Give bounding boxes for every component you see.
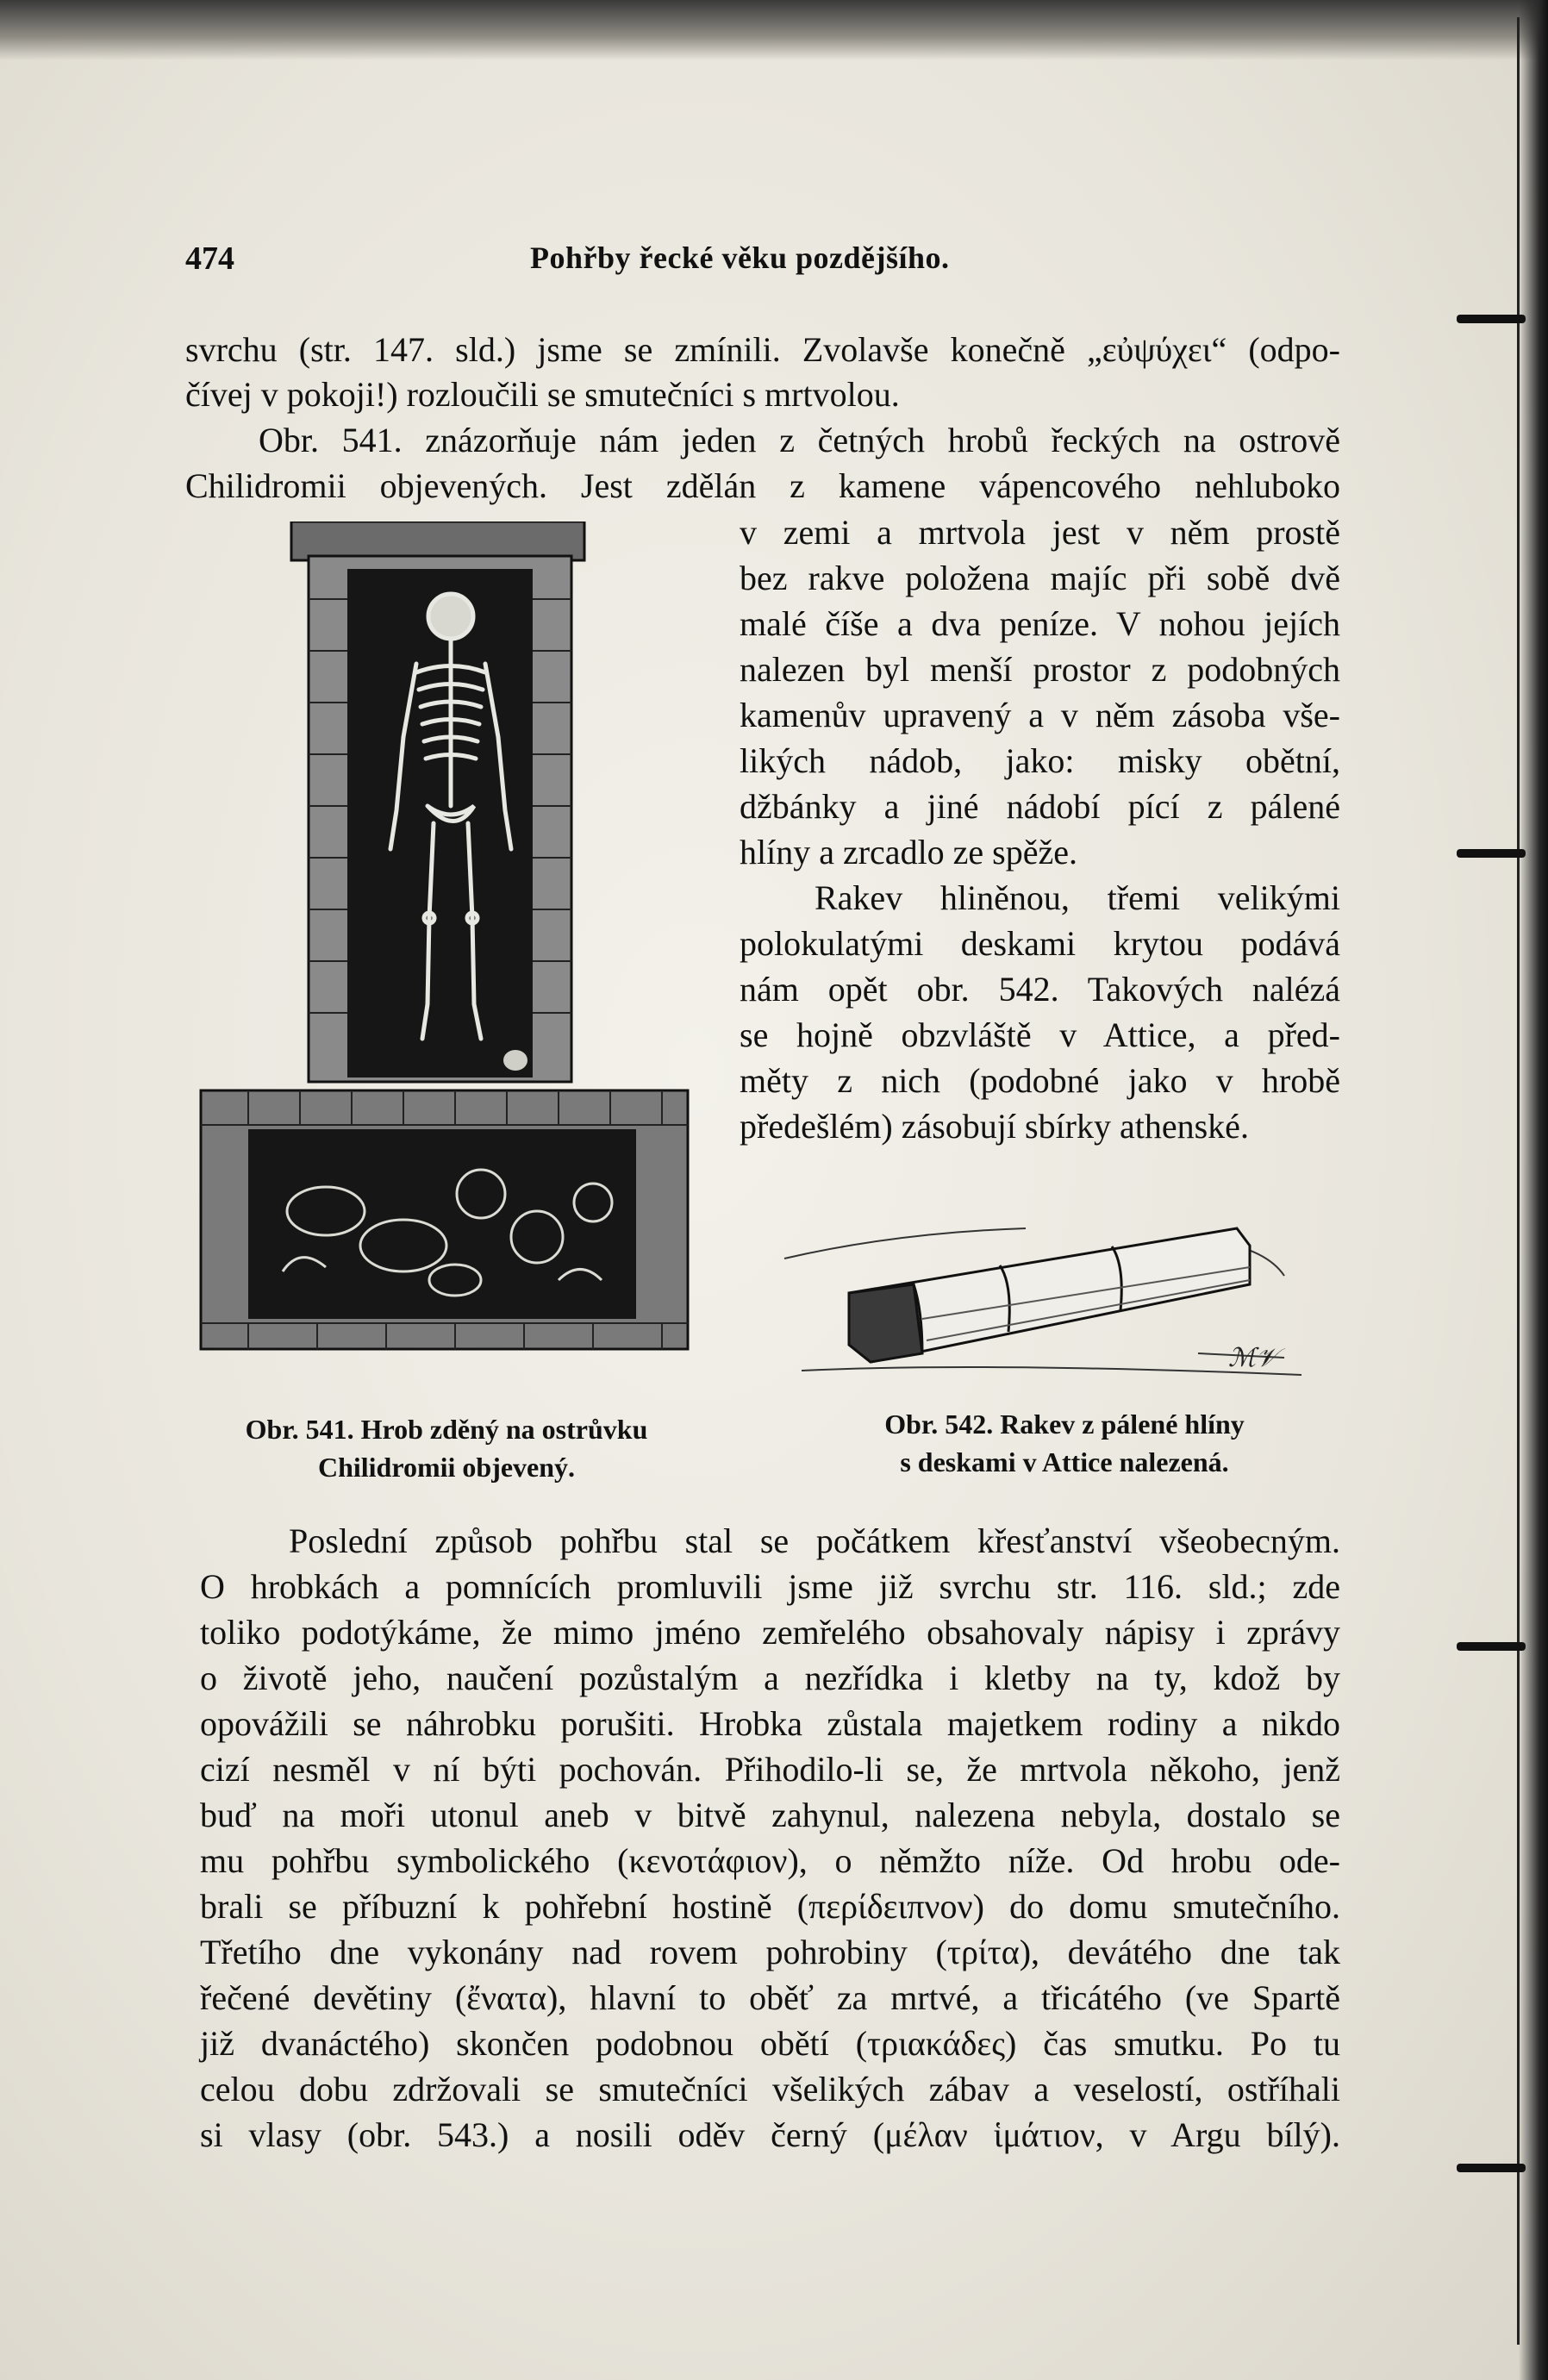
caption-line: Chilidromii objevený. <box>317 1452 576 1483</box>
text-line: likých nádob, jako: misky obětní, <box>740 741 1340 780</box>
scan-right-edge <box>1519 0 1548 2380</box>
caption-line: s deskami v Attice nalezená. <box>900 1446 1229 1477</box>
text-line: celou dobu zdržovali se smutečníci všelikých zábav a veselostí, ostříhali <box>200 2070 1340 2108</box>
figure-541-grave-illustration <box>197 522 696 1401</box>
text-line: měty z nich (podobné jako v hrobě <box>740 1061 1340 1100</box>
text-line: Obr. 541. znázorňuje nám jeden z četných hrobů řeckých na ostrově <box>259 421 1340 459</box>
text-line: o životě jeho, naučení pozůstalým a nezřídka i kletby na ty, kdož by <box>200 1659 1340 1697</box>
running-title: Pohřby řecké věku pozdějšího. <box>530 240 950 275</box>
text-line: řečené devětiny (ἔνατα), hlavní to oběť za mrtvé, a třicátého (ve Spartě <box>200 1978 1340 2017</box>
text-line: Poslední způsob pohřbu stal se počátkem křesťanství všeobecným. <box>289 1521 1340 1560</box>
text-line: hlíny a zrcadlo ze spěže. <box>740 833 1078 871</box>
text-line: džbánky a jiné nádobí pící z pálené <box>740 787 1340 826</box>
page-header <box>185 240 1358 283</box>
text-line: malé číše a dva peníze. V nohou jejích <box>740 604 1340 643</box>
text-line: O hrobkách a pomnících promluvili jsme již svrchu str. 116. sld.; zde <box>200 1567 1340 1606</box>
text-line: předešlém) zásobují sbírky athenské. <box>740 1107 1249 1146</box>
text-line: Rakev hliněnou, třemi velikými <box>815 878 1340 917</box>
text-line: cizí nesměl v ní býti pochován. Přihodilo-li se, že mrtvola někoho, jenž <box>200 1750 1340 1789</box>
edge-mark <box>1457 1642 1526 1651</box>
caption-line: Obr. 542. Rakev z pálené hlíny <box>884 1409 1245 1440</box>
figure-542-caption <box>823 1405 1306 1481</box>
text-line: se hojně obzvláště v Attice, a před- <box>740 1015 1340 1054</box>
text-line: nám opět obr. 542. Takových nalézá <box>740 970 1340 1009</box>
text-line: čívej v pokoji!) rozloučili se smutečníci s mrtvolou. <box>185 375 900 414</box>
text-line: si vlasy (obr. 543.) a nosili oděv černý (μέλαν ἱμάτιον, v Argu bílý). <box>200 2115 1340 2154</box>
text-line: v zemi a mrtvola jest v něm prostě <box>740 513 1340 552</box>
edge-mark <box>1457 849 1526 858</box>
page-number: 474 <box>185 240 234 277</box>
text-line: opovážili se náhrobku porušiti. Hrobka zůstala majetkem rodiny a nikdo <box>200 1704 1340 1743</box>
text-line: toliko podotýkáme, že mimo jméno zemřelého obsahovaly nápisy i zprávy <box>200 1613 1340 1652</box>
text-line: již dvanáctého) skončen podobnou obětí (τριακάδες) čas smutku. Po tu <box>200 2024 1340 2063</box>
text-line: buď na moři utonul aneb v bitvě zahynul, nalezena nebyla, dostalo se <box>200 1796 1340 1834</box>
text-line: bez rakve položena majíc při sobě dvě <box>740 559 1340 597</box>
text-line: brali se příbuzní k pohřební hostině (περίδειπνον) do domu smutečního. <box>200 1887 1340 1926</box>
text-line: svrchu (str. 147. sld.) jsme se zmínili. Zvolavše konečně „εὐψύχει“ (odpo- <box>185 330 1340 369</box>
figure-541-caption <box>197 1410 696 1486</box>
text-line: Chilidromii objevených. Jest zdělán z kamene vápencového nehluboko <box>185 466 1340 505</box>
text-line: kamenův upravený a v něm zásoba vše- <box>740 696 1340 734</box>
edge-mark <box>1457 315 1526 323</box>
caption-line: Obr. 541. Hrob zděný na ostrůvku <box>245 1414 648 1445</box>
scan-top-shadow <box>0 0 1548 60</box>
edge-mark <box>1457 2164 1526 2172</box>
figure-542-coffin-illustration <box>767 1190 1319 1388</box>
text-line: Třetího dne vykonány nad rovem pohrobiny (τρίτα), devátého dne tak <box>200 1933 1340 1971</box>
text-line: mu pohřbu symbolického (κενοτάφιον), o němžto níže. Od hrobu ode- <box>200 1841 1340 1880</box>
text-line: nalezen byl menší prostor z podobných <box>740 650 1340 689</box>
text-line: polokulatými deskami krytou podává <box>740 924 1340 963</box>
scan-edge-line <box>1517 17 1520 2345</box>
figure-542-signature: ℳ𝒱 <box>1228 1343 1278 1373</box>
